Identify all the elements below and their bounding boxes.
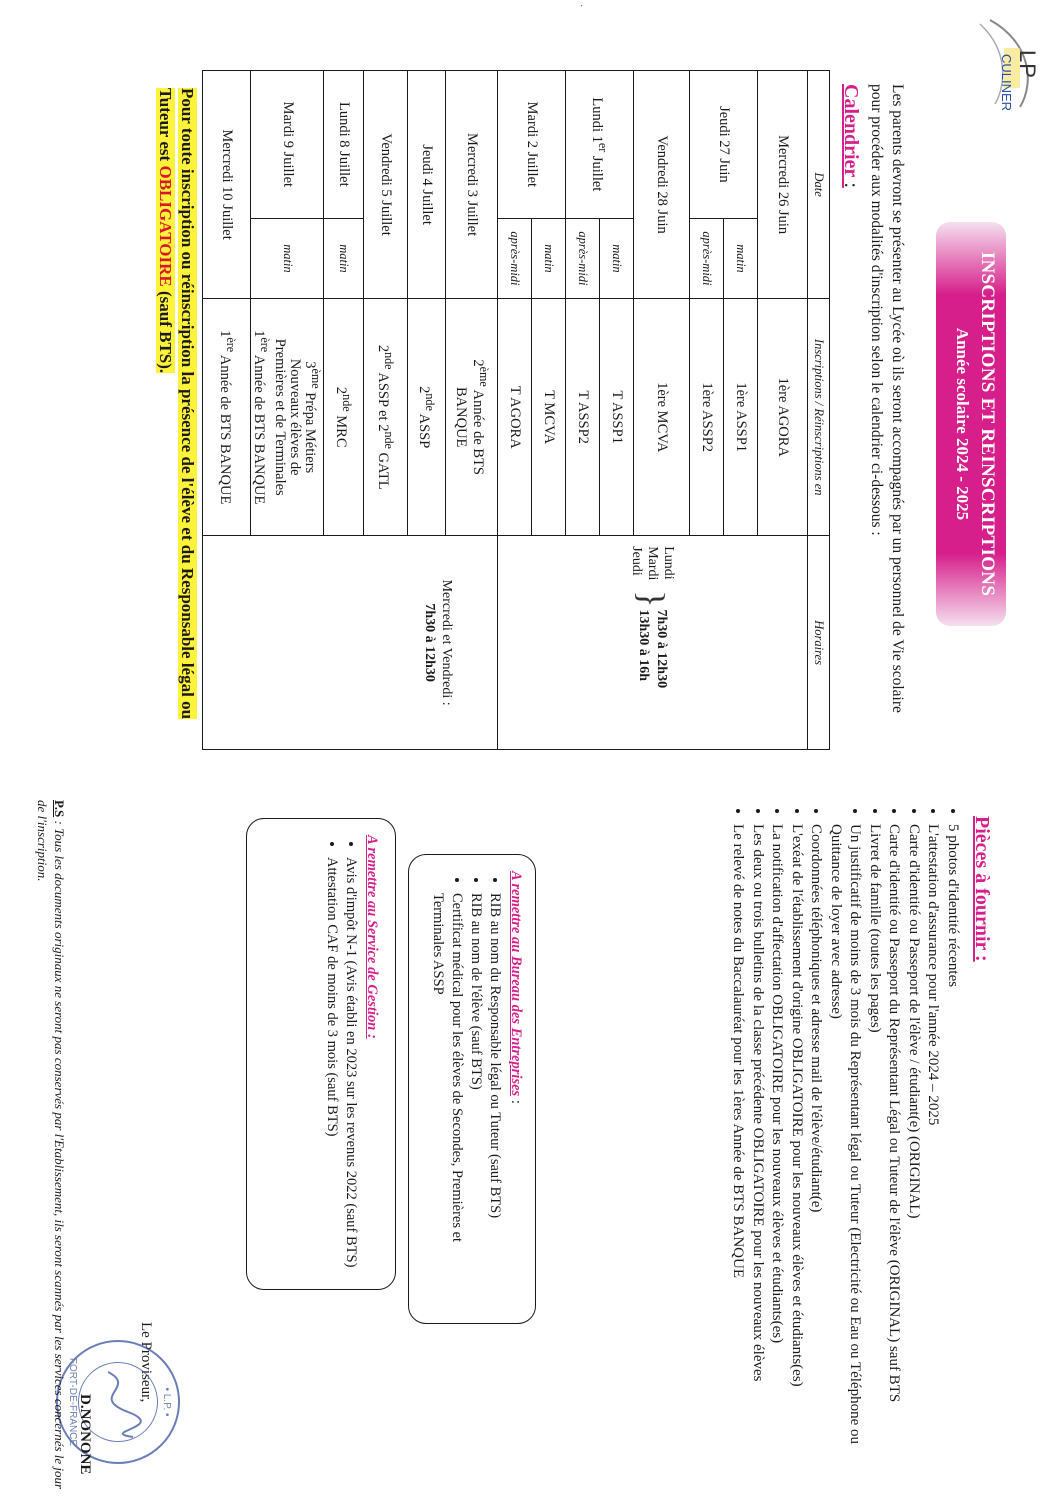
row-date: Lundi 1er Juillet [566, 71, 634, 219]
list-item: • Avis d'impôt N-1 (Avis établi en 2023 sur les revenus 2022 (sauf BTS) [341, 857, 360, 1273]
brace-icon: } [632, 590, 673, 608]
row-date: Vendredi 28 Juin [634, 71, 690, 299]
list-item: • Un justificatif de moins de 3 mois du Représentant légal ou Tuteur (Electricité ou Eau ou Téléphone ou Quittance de loyer avec adresse) [826, 824, 865, 1474]
row-classes: 2nde ASSP [408, 299, 446, 536]
row-classes: 1ère Année de BTS BANQUE [203, 299, 251, 536]
list-item: • Les deux ou trois bulletins de la classe précédente OBLIGATOIRE pour les nouveaux élèves [748, 824, 768, 1474]
title-banner [936, 222, 1006, 626]
school-logo [970, 12, 1050, 112]
notice-text-end: (sauf BTS). [156, 286, 175, 374]
hours-day: Mardi [645, 546, 661, 581]
list-item: • 5 photos d'identité récentes [943, 824, 963, 1474]
row-classes: 2nde MRC [324, 299, 364, 536]
logo-subtext: CULINER [999, 54, 1014, 112]
list-item: • RIB au nom du Responsable légal ou Tuteur (sauf BTS) [485, 893, 504, 1307]
row-period: matin [600, 218, 634, 299]
notice-text: Pour toute inscription ou réinscription la présence de l'élève et du Responsable légal ou Tuteur est [156, 88, 197, 720]
row-classes: T MCVA [532, 299, 566, 536]
row-classes: 1ère ASSP2 [690, 299, 724, 536]
row-classes: 1ère MCVA [634, 299, 690, 536]
hours-cell-weekdays [498, 536, 808, 750]
row-classes: T ASSP1 [600, 299, 634, 536]
row-date: Mardi 9 Juillet [251, 71, 324, 219]
row-classes: 1ère ASSP1 [724, 299, 758, 536]
school-stamp: • L.P. • FORT-DE-FRANCE [56, 1340, 180, 1464]
row-date: Mercredi 10 Juillet [203, 71, 251, 299]
list-item: • Carte d'identité ou Passeport de l'élève / étudiant(e) (ORIGINAL) [904, 824, 924, 1474]
row-date: Mardi 2 Juillet [498, 71, 566, 219]
intro-paragraph: Les parents devront se présenter au Lycée où ils seront accompagnés par un personnel de Vie scolaire pour procéder aux modalités d'inscription selon le calendrier ci-dessous : [868, 84, 906, 713]
table-row [758, 71, 808, 750]
hours-time: 7h30 à 12h30 [654, 609, 670, 689]
row-period: après-midi [690, 218, 724, 299]
hours-time: 13h30 à 16h [636, 609, 652, 682]
banner-subtitle: Année scolaire 2024 - 2025 [953, 327, 972, 521]
scan-mark: · [575, 4, 586, 8]
hours-cell-wed-fri [203, 536, 498, 750]
table-header-row [808, 71, 830, 750]
hours-block [629, 540, 677, 745]
box-title: A remettre au Bureau des Entreprises [508, 871, 524, 1097]
hours-day: Jeudi [629, 546, 645, 576]
row-period: après-midi [566, 218, 600, 299]
row-period: matin [324, 218, 364, 299]
row-date: Jeudi 4 Juillet [408, 71, 446, 299]
row-period: matin [724, 218, 758, 299]
signature-role: Le Proviseur, [138, 1322, 154, 1403]
list-item: • L'exéat de l'établissement d'origine OBLIGATOIRE pour les nouveaux élèves et étudiants(es) [787, 824, 807, 1474]
row-classes: 2ème Année de BTS BANQUE [446, 299, 498, 536]
box-title: A remettre au Service de Gestion [364, 835, 380, 1031]
row-period: matin [532, 218, 566, 299]
list-item: • Certificat médical pour les élèves de Secondes, Premières et Terminales ASSP [428, 893, 466, 1307]
list-item: • Attestation CAF de moins de 3 mois (sauf BTS) [322, 857, 341, 1273]
footnote-ps: P.S [52, 800, 67, 818]
list-item: • Coordonnées téléphoniques et adresse mail de l'élève/étudiant(e) [806, 824, 826, 1474]
list-item: • La notification d'affectation OBLIGATOIRE pour les nouveaux élèves et étudiants(es) [767, 824, 787, 1474]
list-item: • Livret de famille (toutes les pages) [865, 824, 885, 1474]
documents-heading: Pièces à fournir : [971, 816, 993, 962]
attendance-notice [154, 88, 198, 748]
footnote [34, 800, 68, 1490]
list-item: • Carte d'identité ou Passeport du Représentant Légal ou Tuteur de l'élève (ORIGINAL) sauf BTS [884, 824, 904, 1474]
row-date: Jeudi 27 Juin [690, 71, 758, 219]
row-period: après-midi [498, 218, 532, 299]
hours-time: 7h30 à 12h30 [422, 603, 438, 682]
row-classes: 1ère AGORA [758, 299, 808, 536]
logo-text: LP [1015, 50, 1040, 79]
header-classes: Inscriptions / Réinscriptions en [808, 299, 830, 536]
list-item: • L'attestation d'assurance pour l'année 2024 – 2025 [923, 824, 943, 1474]
hours-label: Mercredi et Vendredi : [439, 579, 455, 706]
bureau-entreprises-box: A remettre au Bureau des Entreprises : • RIB au nom du Responsable légal ou Tuteur (sauf BTS) • RIB au nom de l'élève (sauf BTS) • Certificat médical pour les élèves de Secondes, Premières et Terminales ASSP [408, 854, 536, 1324]
notice-keyword: OBLIGATOIRE [156, 165, 175, 287]
footnote-text: : Tous les documents originaux ne seront pas conservés par l'Etablissement, ils seront scannés par les services concernés le jour de l'inscription. [35, 800, 67, 1490]
row-date: Mercredi 3 Juillet [446, 71, 498, 299]
row-classes: T AGORA [498, 299, 532, 536]
header-date: Date [808, 71, 830, 299]
service-gestion-box: A remettre au Service de Gestion : • Avis d'impôt N-1 (Avis établi en 2023 sur les revenus 2022 (sauf BTS) • Attestation CAF de moins de 3 mois (sauf BTS) [246, 818, 396, 1290]
documents-list [728, 806, 962, 1474]
table-row [446, 71, 498, 750]
signature-name: D.NONONE [77, 1394, 93, 1475]
calendar-heading: Calendrier : [840, 84, 862, 188]
row-classes: 2nde ASSP et 2nde GATL [364, 299, 408, 536]
row-date: Mercredi 26 Juin [758, 71, 808, 299]
calendar-table [202, 70, 830, 750]
row-period: matin [251, 218, 324, 299]
row-date: Vendredi 5 Juillet [364, 71, 408, 299]
row-classes: 3ème Prépa Métiers Nouveaux élèves de Premières et de Terminales 1ère Année de BTS BANQUE [251, 299, 324, 536]
hours-day: Lundi [661, 546, 677, 580]
row-classes: T ASSP2 [566, 299, 600, 536]
list-item: • RIB au nom de l'élève (sauf BTS) [466, 893, 485, 1307]
list-item: • Le relevé de notes du Baccalauréat pour les 1ères Année de BTS BANQUE [728, 824, 748, 1474]
banner-title: INSCRIPTIONS ET REINSCRIPTIONS [977, 251, 998, 597]
row-date: Lundi 8 Juillet [324, 71, 364, 219]
header-hours: Horaires [808, 536, 830, 750]
